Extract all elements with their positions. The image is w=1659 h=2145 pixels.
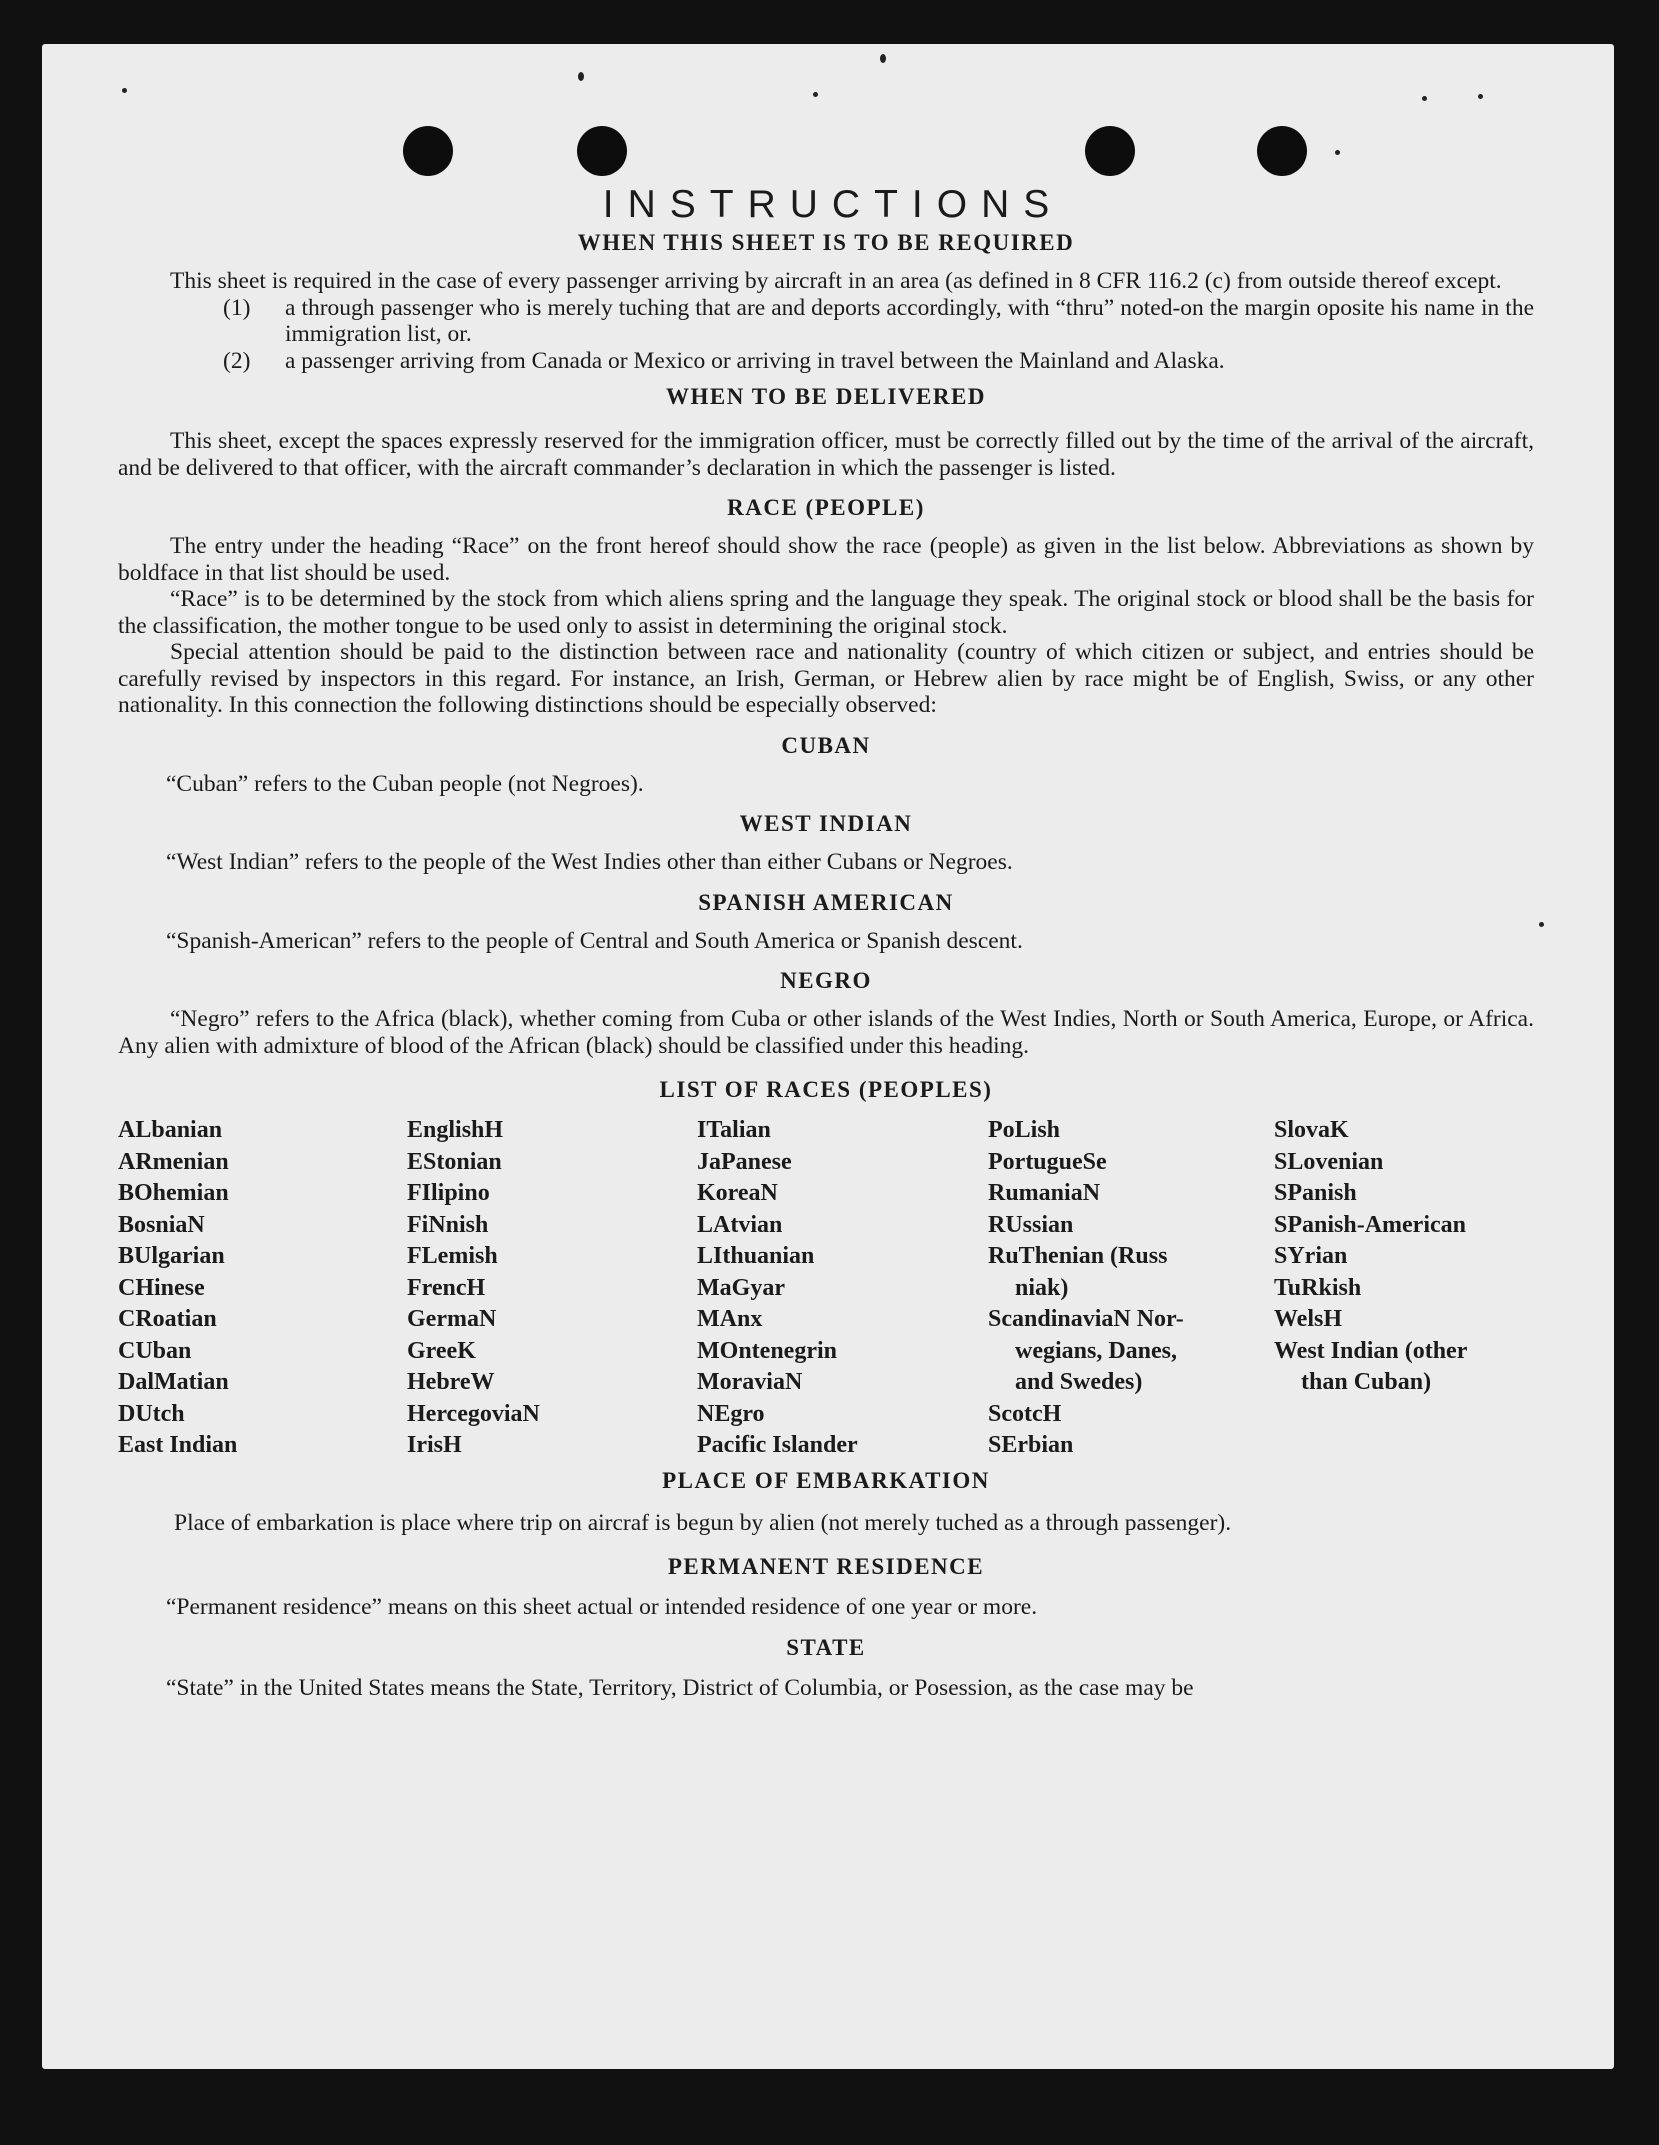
race-entry-continued: than Cuban): [1301, 1369, 1432, 1395]
race-paragraph: Special attention should be paid to the distinction between race and nationality (country of which citizen or subject, and entries should be carefully revised by inspectors in this regard. For instance, an Irish, German, or Hebrew alien by race might be of English, Swiss, or any other nationality. In this connection the following distinctions should be especially observed:: [118, 639, 1534, 718]
exception-text: a passenger arriving from Canada or Mexico or arriving in travel between the Mainland and Alaska.: [285, 347, 1225, 374]
section-heading-negro: NEGRO: [780, 968, 872, 993]
punch-hole: [577, 126, 627, 176]
embarkation-text: Place of embarkation is place where trip on aircraf is begun by alien (not merely tuched as a through passenger).: [174, 1509, 1232, 1536]
instructions-content: [118, 182, 1534, 1701]
section-heading-state: STATE: [786, 1634, 866, 1660]
race-entry: EnglishH: [407, 1117, 504, 1143]
race-entry: BosniaN: [118, 1211, 205, 1238]
race-entry: KoreaN: [697, 1180, 778, 1206]
race-entry: HebreW: [407, 1369, 495, 1395]
residence-text: “Permanent residence” means on this sheet actual or intended residence of one year or more.: [166, 1594, 1038, 1620]
section-heading-cuban: CUBAN: [781, 732, 871, 758]
speck: [1335, 150, 1340, 155]
race-paragraph: “Race” is to be determined by the stock from which aliens spring and the language they speak. The original stock or blood shall be the basis for the classification, the mother tongue to be used only to assist in determining the original stock.: [118, 586, 1534, 639]
speck: [122, 88, 127, 93]
race-entry: PoLish: [988, 1117, 1061, 1143]
race-entry: DUtch: [118, 1400, 185, 1427]
race-column: [697, 1115, 988, 1462]
state-text: “State” in the United States means the State, Territory, District of Columbia, or Posession, as the case may be: [166, 1674, 1194, 1701]
race-entry: ITalian: [697, 1117, 771, 1143]
race-entry: East Indian: [118, 1432, 238, 1458]
race-entry: NEgro: [697, 1400, 765, 1427]
speck: [880, 54, 886, 63]
race-entry: SLovenian: [1274, 1148, 1384, 1175]
when-required-intro: This sheet is required in the case of every passenger arriving by aircraft in an area (as defined in 8 CFR 116.2 (c) from outside thereof except.: [170, 268, 1502, 294]
race-entry: SlovaK: [1274, 1117, 1349, 1143]
race-entry: ARmenian: [118, 1148, 229, 1175]
race-entry: LAtvian: [697, 1211, 783, 1238]
race-entry: LIthuanian: [697, 1243, 815, 1269]
race-entry: ScotcH: [988, 1400, 1062, 1427]
spanish-american-text: “Spanish-American” refers to the people of Central and South America or Spanish descent.: [166, 927, 1023, 954]
race-column: [988, 1115, 1274, 1462]
race-entry-continued: and Swedes): [1015, 1369, 1143, 1395]
punch-hole: [403, 126, 453, 176]
page-title: INSTRUCTIONS: [602, 183, 1064, 226]
race-entry: FIlipino: [407, 1180, 490, 1206]
race-entry: WelsH: [1274, 1306, 1343, 1332]
race-entry: BOhemian: [118, 1180, 229, 1206]
race-entry: IrisH: [407, 1432, 462, 1458]
section-heading-when-required: WHEN THIS SHEET IS TO BE REQUIRED: [577, 230, 1075, 255]
exception-text: a through passenger who is merely tuching that are and deports accordingly, with “thru” noted-on the margin oposite his name in the immigration list, or.: [285, 294, 1534, 347]
section-heading-race: RACE (PEOPLE): [727, 495, 925, 520]
section-heading-spanish-american: SPANISH AMERICAN: [698, 889, 954, 915]
speck: [1422, 96, 1427, 101]
race-entry: RuThenian (Russ: [988, 1243, 1168, 1269]
race-entry: MOntenegrin: [697, 1337, 837, 1364]
race-entry: MoraviaN: [697, 1369, 803, 1395]
race-entry-continued: wegians, Danes,: [1015, 1337, 1178, 1364]
race-entry: GreeK: [407, 1337, 476, 1364]
race-entry: RumaniaN: [988, 1180, 1101, 1206]
race-entry-continued: niak): [1015, 1274, 1069, 1301]
race-entry: FiNnish: [407, 1211, 489, 1238]
race-entry: SPanish-American: [1274, 1211, 1466, 1238]
exception-number: (2): [223, 347, 251, 374]
race-entry: JaPanese: [697, 1148, 792, 1175]
race-entry: SErbian: [988, 1432, 1074, 1458]
race-column: [118, 1115, 407, 1462]
exception-item: [223, 348, 1534, 375]
exception-number: (1): [223, 294, 251, 321]
speck: [813, 92, 818, 97]
west-indian-text: “West Indian” refers to the people of the West Indies other than either Cubans or Negroes.: [166, 849, 1013, 875]
race-column: [1274, 1115, 1534, 1462]
race-entry: RUssian: [988, 1211, 1074, 1238]
race-entry: SYrian: [1274, 1243, 1348, 1269]
race-entry: TuRkish: [1274, 1274, 1362, 1301]
race-entry: CHinese: [118, 1274, 205, 1301]
section-heading-when-delivered: WHEN TO BE DELIVERED: [666, 384, 986, 409]
race-entry: PortugueSe: [988, 1148, 1107, 1175]
speck: [578, 72, 584, 81]
race-entry: ALbanian: [118, 1117, 223, 1143]
cuban-text: “Cuban” refers to the Cuban people (not Negroes).: [166, 770, 644, 797]
race-entry: FrencH: [407, 1274, 486, 1301]
race-entry: DalMatian: [118, 1369, 229, 1395]
race-list: [118, 1115, 1534, 1462]
race-entry: HercegoviaN: [407, 1400, 540, 1427]
race-entry: GermaN: [407, 1306, 497, 1332]
section-heading-west-indian: WEST INDIAN: [739, 811, 913, 836]
punch-hole: [1257, 126, 1307, 176]
race-paragraph: The entry under the heading “Race” on the front hereof should show the race (people) as given in the list below. Abbreviations as shown by boldface in that list should be used.: [118, 533, 1534, 586]
speck: [1539, 922, 1544, 927]
race-entry: Pacific Islander: [697, 1432, 858, 1458]
section-heading-permanent-residence: PERMANENT RESIDENCE: [667, 1554, 985, 1579]
race-entry: EStonian: [407, 1148, 502, 1175]
race-entry: CRoatian: [118, 1306, 217, 1332]
race-entry: MaGyar: [697, 1274, 785, 1301]
race-entry: CUban: [118, 1337, 192, 1364]
race-entry: FLemish: [407, 1243, 498, 1269]
negro-text: “Negro” refers to the Africa (black), whether coming from Cuba or other islands of the West Indies, North or South America, Europe, or Africa. Any alien with admixture of blood of the African (black) should be classified under this heading.: [118, 1006, 1534, 1059]
race-entry: MAnx: [697, 1306, 763, 1332]
race-entry: West Indian (other: [1274, 1337, 1468, 1364]
race-entry: SPanish: [1274, 1180, 1357, 1206]
section-heading-embarkation: PLACE OF EMBARKATION: [662, 1467, 990, 1493]
section-heading-list-of-races: LIST OF RACES (PEOPLES): [659, 1077, 993, 1102]
race-column: [407, 1115, 697, 1462]
exception-item: [223, 295, 1534, 348]
speck: [1478, 94, 1483, 99]
punch-hole: [1085, 126, 1135, 176]
when-delivered-text: This sheet, except the spaces expressly reserved for the immigration officer, must be correctly filled out by the time of the arrival of the aircraft, and be delivered to that officer, with the aircraft commander’s declaration in which the passenger is listed.: [118, 428, 1534, 481]
race-entry: BUlgarian: [118, 1243, 225, 1269]
race-entry: ScandinaviaN Nor-: [988, 1306, 1184, 1332]
